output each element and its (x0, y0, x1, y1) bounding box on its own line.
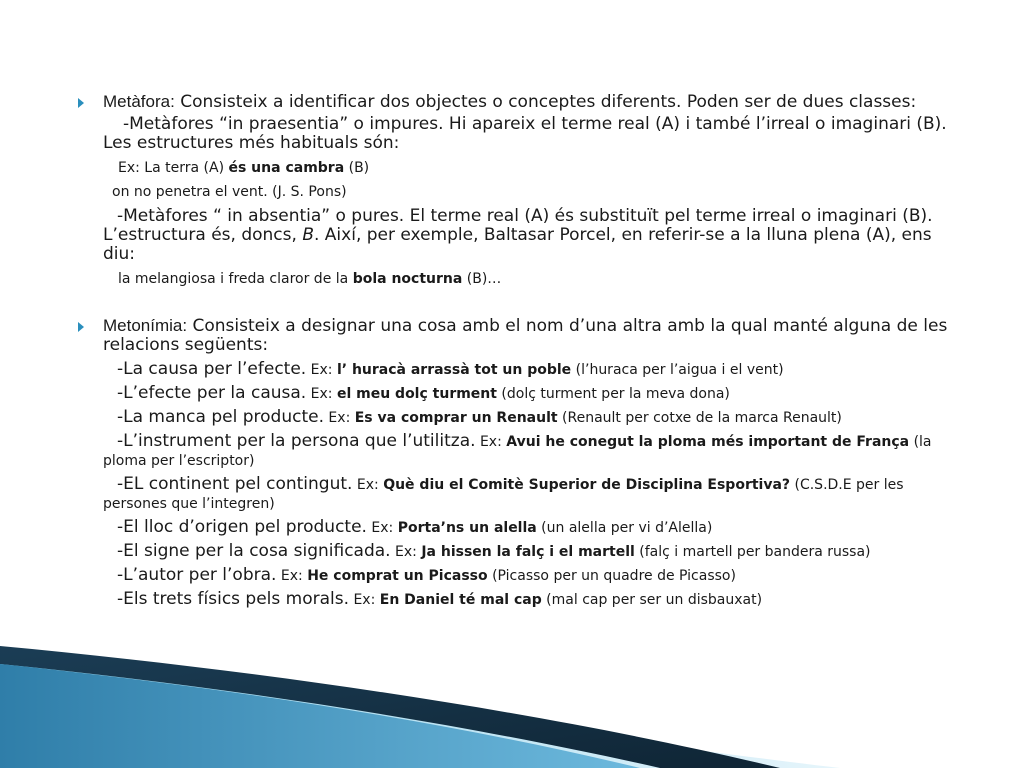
example-explanation: (Renault per cotxe de la marca Renault) (557, 410, 842, 426)
metonimia-item (103, 384, 968, 403)
metonimia-definition (103, 316, 968, 355)
metonimia-item (103, 475, 968, 513)
metonimia-item-label: -La manca pel producte. (117, 407, 324, 427)
metonimia-list (103, 360, 968, 609)
example-prefix: Ex: (475, 434, 507, 450)
metonimia-item-label: -L’instrument per la persona que l’utilitza. (117, 431, 476, 451)
example-explanation: (Picasso per un quadre de Picasso) (487, 568, 736, 584)
metafora-example-1-line2: on no penetra el vent. (J. S. Pons) (112, 184, 347, 200)
metafora-example-1: Ex: La terra (A) és una cambra (B) (118, 160, 370, 176)
metonimia-term: Metonímia: (103, 316, 188, 335)
wave-mid (0, 664, 640, 768)
example-explanation: (falç i martell per bandera russa) (634, 544, 871, 560)
example-bold: l’ huracà arrassà tot un poble (336, 362, 572, 378)
example-prefix: Ex: (349, 592, 380, 608)
example-explanation: (C.S.D.E per les persones que l’integren) (103, 477, 904, 512)
metonimia-item-label: -La causa per l’efecte. (117, 359, 307, 379)
metafora-absentia: -Metàfores “ in absentia” o pures. El terme real (A) és substituït pel terme irreal o imaginari (B). L’estructura és, doncs, B. Així, per exemple, Baltasar Porcel, en referir-se a la lluna plena (A), ens diu: (103, 206, 933, 264)
metafora-term: Metàfora: (103, 92, 175, 111)
example-prefix: Ex: (352, 477, 384, 493)
example-explanation: (un alella per vi d’Alella) (536, 520, 713, 536)
slide-content (78, 92, 968, 609)
example-prefix: Ex: (276, 568, 308, 584)
example-bold: Es va comprar un Renault (354, 410, 558, 426)
metonimia-item-label: -El signe per la cosa significada. (117, 541, 391, 561)
example-explanation: (mal cap per ser un disbauxat) (541, 592, 763, 608)
example-prefix: Ex: (323, 410, 355, 426)
triangle-bullet-icon (78, 98, 84, 108)
example-bold: He comprat un Picasso (307, 568, 488, 584)
example-explanation: (l’huraca per l’aigua i el vent) (571, 362, 784, 378)
example-prefix: Ex: (366, 520, 398, 536)
metafora-definition (103, 92, 968, 112)
example-bold: Què diu el Comitè Superior de Disciplina Esportiva? (383, 477, 791, 493)
metonimia-item-label: -EL continent pel contingut. (117, 474, 353, 494)
example-bold: el meu dolç turment (336, 386, 497, 402)
example-bold: Avui he conegut la ploma més important de França (506, 434, 910, 450)
example-bold: és una cambra (228, 160, 345, 176)
metonimia-item-label: -El lloc d’origen pel producte. (117, 517, 367, 537)
bullet-metafora (78, 92, 968, 288)
example-explanation: (la ploma per l’escriptor) (103, 434, 932, 469)
metonimia-item (103, 542, 968, 561)
example-explanation: (dolç turment per la meva dona) (496, 386, 730, 402)
triangle-bullet-icon (78, 322, 84, 332)
metafora-praesentia: -Metàfores “in praesentia” o impures. Hi apareix el terme real (A) i també l’irreal o imaginari (B). Les estructures més habituals són: (103, 114, 947, 153)
example-prefix: Ex: (306, 386, 337, 402)
example-prefix: Ex: (390, 544, 422, 560)
example-bold: bola nocturna (352, 271, 463, 287)
metonimia-item-label: -L’autor per l’obra. (117, 565, 277, 585)
example-bold: En Daniel té mal cap (379, 592, 542, 608)
example-bold: Porta’ns un alella (397, 520, 537, 536)
metonimia-item (103, 408, 968, 427)
metonimia-item (103, 590, 968, 609)
metonimia-intro: Consisteix a designar una cosa amb el nom d’una altra amb la qual manté alguna de les relacions següents: (103, 316, 948, 355)
metonimia-item-label: -L’efecte per la causa. (117, 383, 307, 403)
metafora-intro: Consisteix a identificar dos objectes o conceptes diferents. Poden ser de dues classes: (174, 92, 917, 112)
metonimia-item (103, 566, 968, 585)
bullet-metonimia (78, 316, 968, 609)
metonimia-item (103, 360, 968, 379)
example-prefix: Ex: (306, 362, 337, 378)
metafora-example-2: la melangiosa i freda claror de la bola nocturna (B)… (118, 271, 502, 287)
metonimia-item (103, 432, 968, 470)
metonimia-item-label: -Els trets físics pels morals. (117, 589, 350, 609)
example-bold: Ja hissen la falç i el martell (421, 544, 635, 560)
metonimia-item (103, 518, 968, 537)
